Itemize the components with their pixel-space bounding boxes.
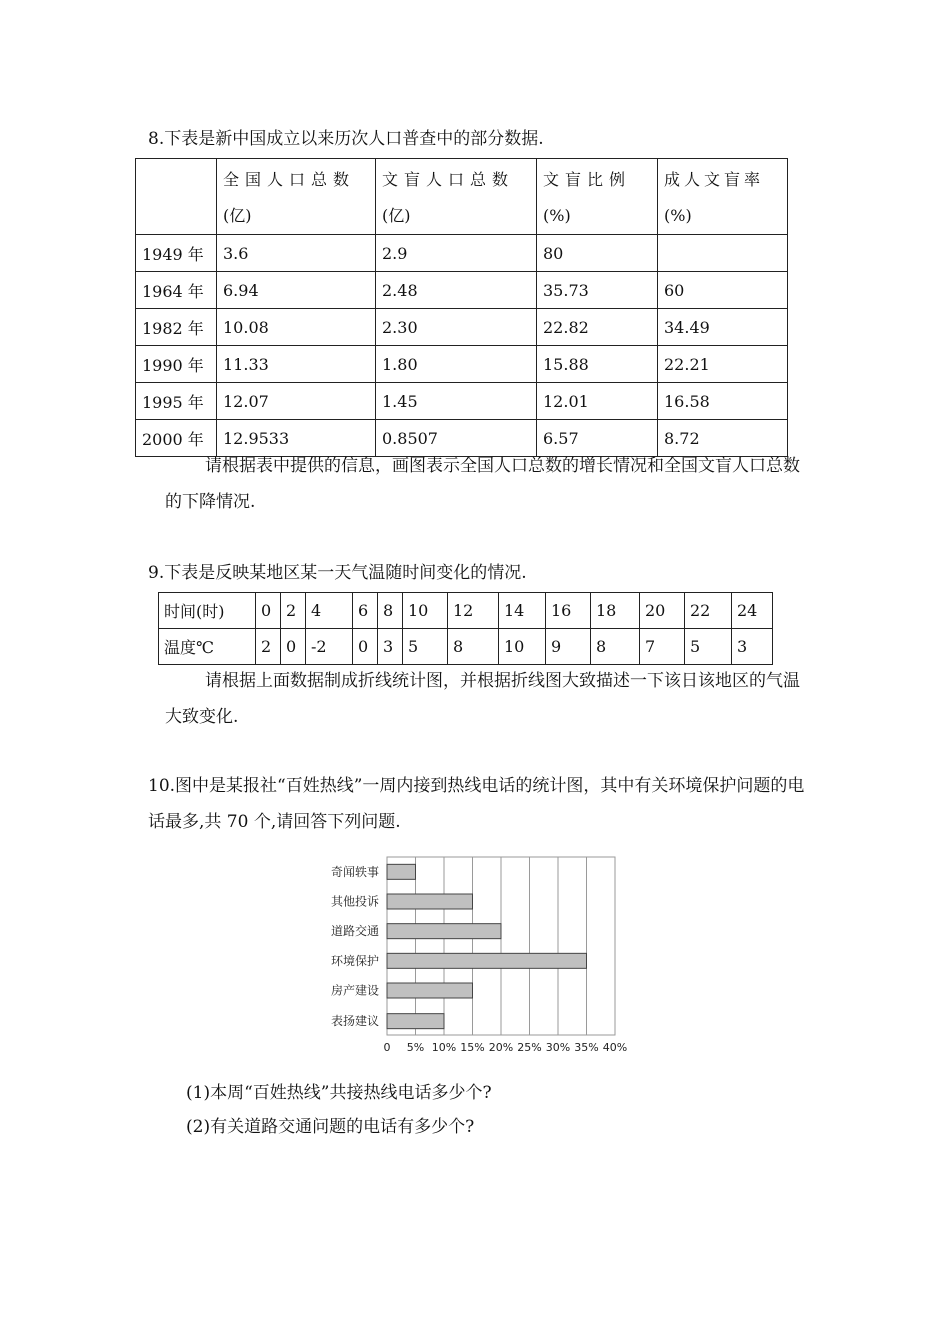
cell: 24: [732, 593, 773, 629]
table-row: [136, 309, 788, 346]
table-row: [136, 383, 788, 420]
q8-title: 8.下表是新中国成立以来历次人口普查中的部分数据.: [148, 129, 544, 149]
x-tick-label: 0: [383, 1041, 391, 1054]
cell: 12.9533: [217, 420, 376, 457]
cell: 6.94: [217, 272, 376, 309]
cell: 1990 年: [136, 346, 217, 383]
cell: 60: [658, 272, 788, 309]
cell: 1982 年: [136, 309, 217, 346]
category-label: 环境保护: [330, 953, 379, 968]
cell: 2000 年: [136, 420, 217, 457]
cell: 14: [499, 593, 546, 629]
cell: 2.30: [376, 309, 537, 346]
cell: 11.33: [217, 346, 376, 383]
cell: 12.07: [217, 383, 376, 420]
cell: 80: [537, 235, 658, 272]
x-tick-label: 5%: [406, 1041, 425, 1054]
cell: 3.6: [217, 235, 376, 272]
cell: 20: [640, 593, 685, 629]
q10-title: [148, 768, 813, 840]
hotline-bar-chart: [300, 848, 640, 1058]
census-table: [135, 158, 788, 457]
cell: 1.45: [376, 383, 537, 420]
cell: 22.21: [658, 346, 788, 383]
cell: 2.9: [376, 235, 537, 272]
x-tick-label: 35%: [574, 1041, 599, 1054]
header-illiteracy-ratio: 文盲比例 (%): [537, 159, 658, 235]
x-tick-label: 30%: [545, 1041, 571, 1054]
cell: 16.58: [658, 383, 788, 420]
cell: 4: [306, 593, 353, 629]
cell: -2: [306, 629, 353, 665]
header-corner: [136, 159, 217, 235]
cell: 9: [546, 629, 591, 665]
cell: 5: [403, 629, 448, 665]
x-tick-label: 15%: [460, 1041, 485, 1054]
cell: [658, 235, 788, 272]
q9-instruction: 请根据上面数据制成折线统计图，并根据折线图大致描述一下该日该地区的气温大致变化.: [165, 671, 800, 727]
cell: 16: [546, 593, 591, 629]
cell: 5: [685, 629, 732, 665]
time-row: [159, 593, 773, 629]
x-tick-label: 40%: [602, 1041, 628, 1054]
header-adult-illiteracy-rate: 成人文盲率 (%): [658, 159, 788, 235]
q10-title-text: 10.图中是某报社“百姓热线”一周内接到热线电话的统计图，其中有关环境保护问题的电话最多,共 70 个,请回答下列问题.: [148, 776, 805, 832]
header-illiterate-population: 文盲人口总数 (亿): [376, 159, 537, 235]
table-row: [136, 346, 788, 383]
cell: 10: [403, 593, 448, 629]
cell: 15.88: [537, 346, 658, 383]
cell: 1949 年: [136, 235, 217, 272]
time-label: 时间(时): [159, 593, 256, 629]
table-row: [136, 272, 788, 309]
table-row: [136, 235, 788, 272]
cell: 8: [378, 593, 403, 629]
cell: 0: [281, 629, 306, 665]
category-label: 其他投诉: [330, 894, 379, 909]
cell: 0.8507: [376, 420, 537, 457]
cell: 1.80: [376, 346, 537, 383]
cell: 10: [499, 629, 546, 665]
cell: 2: [256, 629, 281, 665]
bar: [387, 983, 473, 998]
q10-sub2: (2)有关道路交通问题的电话有多少个?: [186, 1117, 475, 1137]
category-label: 房产建设: [330, 983, 379, 998]
category-label: 奇闻轶事: [330, 864, 379, 879]
cell: 8.72: [658, 420, 788, 457]
bar: [387, 864, 416, 879]
cell: 3: [732, 629, 773, 665]
q9-title: 9.下表是反映某地区某一天气温随时间变化的情况.: [148, 563, 527, 583]
cell: 10.08: [217, 309, 376, 346]
cell: 2.48: [376, 272, 537, 309]
bar: [387, 953, 587, 968]
cell: 6: [353, 593, 378, 629]
cell: 8: [448, 629, 499, 665]
category-label: 表扬建议: [330, 1014, 379, 1029]
cell: 2: [281, 593, 306, 629]
cell: 3: [378, 629, 403, 665]
table-header-row: [136, 159, 788, 235]
cell: 1995 年: [136, 383, 217, 420]
cell: 6.57: [537, 420, 658, 457]
cell: 8: [591, 629, 640, 665]
temperature-table: [158, 592, 773, 665]
temp-label: 温度℃: [159, 629, 256, 665]
header-total-population: 全国人口总数 (亿): [217, 159, 376, 235]
bar: [387, 1014, 444, 1029]
cell: 18: [591, 593, 640, 629]
cell: 12: [448, 593, 499, 629]
x-tick-label: 10%: [431, 1041, 457, 1054]
temperature-row: [159, 629, 773, 665]
cell: 0: [256, 593, 281, 629]
cell: 22.82: [537, 309, 658, 346]
bar: [387, 894, 473, 909]
x-tick-label: 20%: [488, 1041, 514, 1054]
category-label: 道路交通: [330, 924, 379, 939]
q8-instruction: 请根据表中提供的信息，画图表示全国人口总数的增长情况和全国文盲人口总数的下降情况.: [165, 456, 800, 512]
bar: [387, 924, 501, 939]
cell: 22: [685, 593, 732, 629]
x-tick-label: 25%: [517, 1041, 542, 1054]
cell: 7: [640, 629, 685, 665]
cell: 0: [353, 629, 378, 665]
cell: 34.49: [658, 309, 788, 346]
cell: 12.01: [537, 383, 658, 420]
cell: 35.73: [537, 272, 658, 309]
q10-sub1: (1)本周“百姓热线”共接热线电话多少个?: [186, 1083, 492, 1103]
cell: 1964 年: [136, 272, 217, 309]
